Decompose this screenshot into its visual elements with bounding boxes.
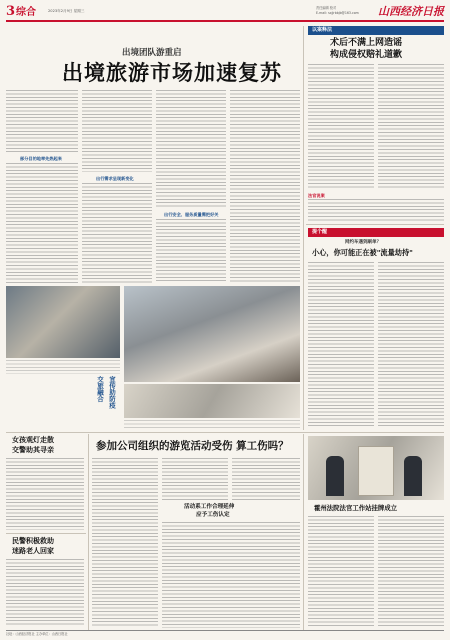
photo-plaque: [358, 446, 394, 496]
photo-figure: [326, 456, 344, 496]
column-tag-label: 提个醒: [312, 229, 328, 235]
column-tag-label: 以案释法: [312, 27, 333, 33]
center-sub-a: 活动系工作合理延伸: [184, 504, 235, 510]
section-name: 综合: [16, 7, 36, 18]
right-headline2: 小心，你可能正在被"流量劫持": [312, 248, 413, 257]
center-sub-b: 应予工伤认定: [196, 512, 230, 518]
article-body: [378, 262, 444, 428]
main-kicker: 出境团队游重启: [122, 48, 182, 58]
article-body: [162, 458, 228, 502]
subhead: 部分目的地率先热起来: [20, 156, 62, 161]
article-body: [6, 559, 84, 627]
photo-figure: [404, 456, 422, 496]
masthead-logo: 山西经济日报: [378, 5, 444, 18]
photo-caption-title: 宣传助防疫: [108, 376, 116, 409]
right-headline-a: 术后不满上网造谣: [330, 38, 403, 48]
article-body: [308, 516, 374, 628]
photo-caption: [124, 420, 300, 430]
editor-info: 责任编辑 校对: [316, 6, 337, 10]
contact-email: E-mail: sxjjrbbjb@163.com: [316, 11, 359, 15]
article-body: [92, 458, 158, 628]
photo-caption-head: 交旅融合: [96, 376, 104, 402]
news-photo: [6, 286, 120, 358]
article-body: [308, 64, 374, 190]
photo-caption: [6, 360, 120, 374]
article-body: [230, 90, 300, 283]
column-tag: [308, 228, 444, 237]
page-number: 3: [6, 4, 16, 19]
page-header: [6, 4, 444, 21]
article-body: [308, 262, 374, 428]
note-tag: 法官说案: [308, 193, 325, 198]
subhead: 出行需求呈现新变化: [96, 176, 134, 181]
article-body: [82, 90, 152, 172]
right-headline2-kicker: 网约车遇到刷单？: [345, 240, 381, 245]
article-body: [156, 90, 226, 208]
article-body: [308, 199, 444, 221]
brief2-headline-a: 民警积极救助: [12, 537, 54, 545]
article-body: [6, 458, 84, 530]
main-headline: 出境旅游市场加速复苏: [62, 60, 282, 85]
issue-date: 2023年2月9日 星期三: [48, 9, 85, 13]
footer-text: 社址：山西经济报社 主办单位：山西日报社: [6, 632, 68, 636]
article-body: [232, 458, 300, 502]
right-bottom-headline: 霍州法院法官工作站挂牌成立: [314, 504, 398, 512]
header-rule: [6, 20, 444, 22]
brief-headline-a: 女孩观灯走散: [12, 436, 54, 444]
article-body: [6, 163, 78, 283]
article-body: [162, 522, 300, 628]
news-photo: [124, 286, 300, 382]
article-body: [378, 516, 444, 628]
article-body: [6, 90, 78, 154]
subhead: 出行安全、服务质量需把好关: [164, 212, 219, 217]
brief2-headline-b: 迷路老人回家: [12, 547, 54, 555]
center-headline: 参加公司组织的游览活动受伤 算工伤吗？: [96, 440, 289, 452]
article-body: [82, 183, 152, 283]
brief-headline-b: 交警助其寻亲: [12, 446, 54, 454]
news-photo: [124, 384, 300, 418]
right-headline-b: 构成侵权赔礼道歉: [330, 50, 403, 60]
article-body: [378, 64, 444, 190]
article-body: [156, 219, 226, 283]
